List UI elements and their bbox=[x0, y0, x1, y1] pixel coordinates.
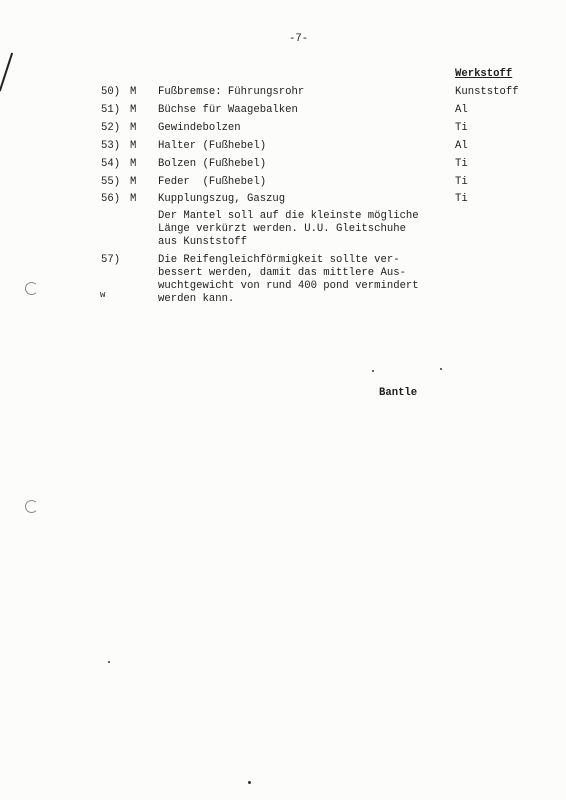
item-description: Kupplungszug, Gaszug bbox=[158, 193, 286, 205]
note-line: werden kann. bbox=[158, 293, 235, 305]
item-57-text bbox=[158, 254, 419, 306]
column-header-werkstoff: Werkstoff bbox=[455, 68, 513, 80]
item-number: 56) bbox=[101, 193, 121, 205]
item-marker: M bbox=[130, 122, 137, 134]
note-line: Der Mantel soll auf die kleinste mögliche bbox=[158, 210, 419, 222]
punch-hole-bottom bbox=[25, 500, 38, 513]
scan-speck bbox=[440, 368, 442, 370]
scan-speck bbox=[108, 661, 110, 663]
item-material: Kunststoff bbox=[455, 86, 519, 98]
item-number: 53) bbox=[101, 140, 121, 152]
item-material: Ti bbox=[455, 122, 468, 134]
signature-name: Bantle bbox=[379, 387, 418, 399]
note-line: wuchtgewicht von rund 400 pond vermindert bbox=[158, 280, 419, 292]
note-line: bessert werden, damit das mittlere Aus- bbox=[158, 267, 406, 279]
note-line: Länge verkürzt werden. U.U. Gleitschuhe bbox=[158, 223, 406, 235]
item-marker: M bbox=[130, 193, 137, 205]
item-marker: M bbox=[130, 158, 137, 170]
item-marker: M bbox=[130, 86, 137, 98]
item-description: Feder (Fußhebel) bbox=[158, 176, 267, 188]
note-line: Die Reifengleichförmigkeit sollte ver- bbox=[158, 254, 400, 266]
item-number: 51) bbox=[101, 104, 121, 116]
item-description: Fußbremse: Führungsrohr bbox=[158, 86, 305, 98]
list-item bbox=[0, 86, 566, 100]
scan-speck bbox=[372, 370, 374, 372]
punch-hole-top bbox=[25, 282, 38, 295]
list-item bbox=[0, 193, 566, 207]
item-number: 54) bbox=[101, 158, 121, 170]
item-material: Al bbox=[455, 104, 468, 116]
item-marker: M bbox=[130, 104, 137, 116]
item-material: Al bbox=[455, 140, 468, 152]
list-item bbox=[0, 158, 566, 172]
item-number: 50) bbox=[101, 86, 121, 98]
item-description: Gewindebolzen bbox=[158, 122, 241, 134]
list-item bbox=[0, 104, 566, 118]
item-marker: M bbox=[130, 176, 137, 188]
item-material: Ti bbox=[455, 193, 468, 205]
item-number: 55) bbox=[101, 176, 121, 188]
item-material: Ti bbox=[455, 158, 468, 170]
item-material: Ti bbox=[455, 176, 468, 188]
item-description: Halter (Fußhebel) bbox=[158, 140, 267, 152]
list-item bbox=[0, 140, 566, 154]
margin-mark: w bbox=[100, 290, 106, 300]
item-description: Bolzen (Fußhebel) bbox=[158, 158, 267, 170]
note-line: aus Kunststoff bbox=[158, 236, 248, 248]
item-56-note bbox=[158, 210, 419, 249]
item-marker: M bbox=[130, 140, 137, 152]
list-item bbox=[0, 122, 566, 136]
list-item bbox=[0, 176, 566, 190]
item-number: 57) bbox=[101, 254, 121, 266]
page-number: -7- bbox=[289, 33, 309, 45]
scan-speck bbox=[248, 781, 251, 784]
item-number: 52) bbox=[101, 122, 121, 134]
item-description: Büchse für Waagebalken bbox=[158, 104, 298, 116]
